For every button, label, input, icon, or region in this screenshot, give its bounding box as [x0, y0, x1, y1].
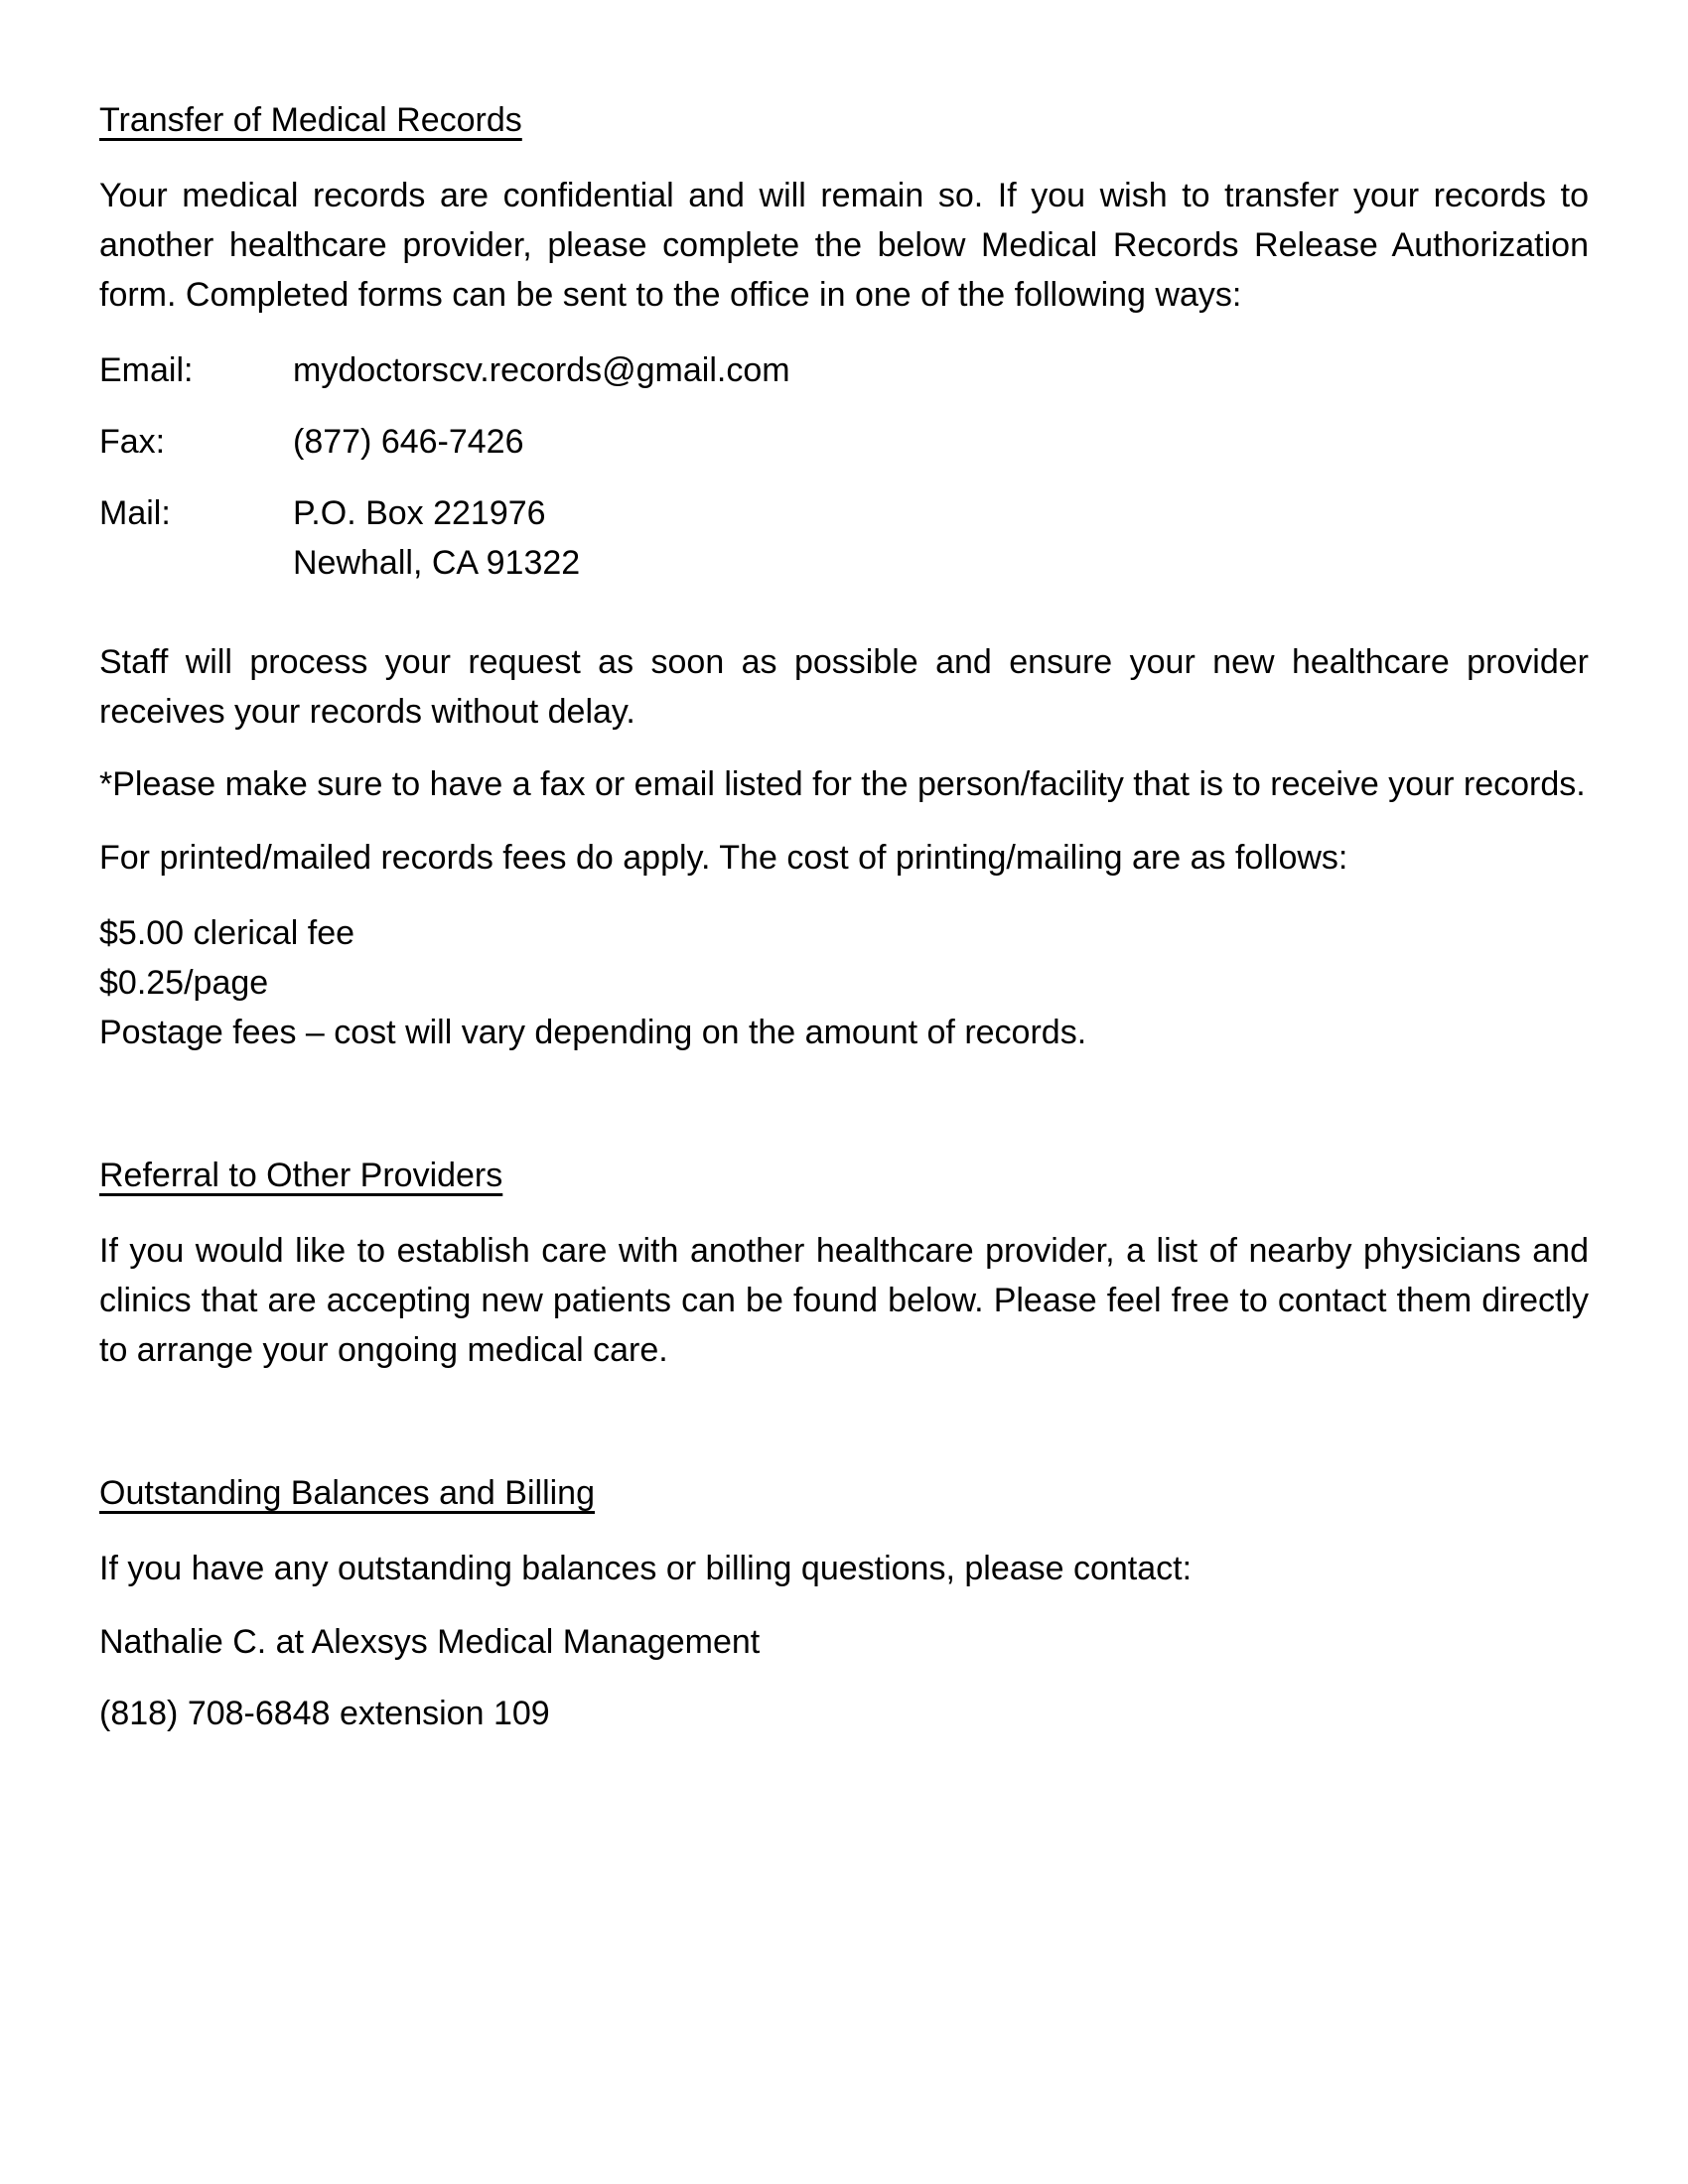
contact-label-mail: Mail:: [99, 494, 171, 532]
contact-label-email: Email:: [99, 351, 194, 389]
paragraph-fax-email-reminder: *Please make sure to have a fax or email listed for the person/facility that is to receive your records.: [99, 765, 1586, 803]
paragraph-referral-body: If you would like to establish care with another healthcare provider, a list of nearby physicians and clinics that are accepting new patients can be found below. Please feel free to contact them directly to arrange your ongoing medical care.: [99, 1232, 1589, 1369]
fees-list: [99, 908, 1589, 1057]
section-heading-outstanding-balances-and-billing: Outstanding Balances and Billing: [99, 1474, 595, 1512]
fee-item-per-page: $0.25/page: [99, 964, 269, 1002]
paragraph-fees-intro: For printed/mailed records fees do apply. The cost of printing/mailing are as follows:: [99, 839, 1348, 877]
contact-value-email-address: mydoctorscv.records@gmail.com: [293, 351, 790, 389]
paragraph-billing-intro: If you have any outstanding balances or billing questions, please contact:: [99, 1550, 1193, 1587]
fee-item-postage: Postage fees – cost will vary depending on the amount of records.: [99, 1014, 1087, 1051]
contact-row-email: [99, 345, 1589, 395]
billing-contact-name: Nathalie C. at Alexsys Medical Management: [99, 1623, 761, 1661]
contact-label-fax: Fax:: [99, 423, 166, 461]
section-heading-referral-to-other-providers: Referral to Other Providers: [99, 1157, 503, 1194]
contact-row-mail: [99, 488, 1589, 588]
section-heading-transfer-of-medical-records: Transfer of Medical Records: [99, 101, 522, 139]
billing-contact-phone: (818) 708-6848 extension 109: [99, 1695, 550, 1732]
contact-value-fax-number: (877) 646-7426: [293, 423, 524, 461]
mail-address-line-1: P.O. Box 221976: [293, 494, 546, 532]
paragraph-staff-processing-note: Staff will process your request as soon as possible and ensure your new healthcare provider receives your records without delay.: [99, 643, 1589, 731]
paragraph-transfer-intro: Your medical records are confidential and will remain so. If you wish to transfer your records to another healthcare provider, please complete the below Medical Records Release Authorization form. Completed forms can be sent to the office in one of the following ways:: [99, 177, 1589, 314]
mail-address-line-2: Newhall, CA 91322: [293, 544, 581, 582]
contact-row-fax: [99, 417, 1589, 467]
contact-value-mail-address: [293, 488, 1589, 588]
fee-item-clerical: $5.00 clerical fee: [99, 914, 355, 952]
